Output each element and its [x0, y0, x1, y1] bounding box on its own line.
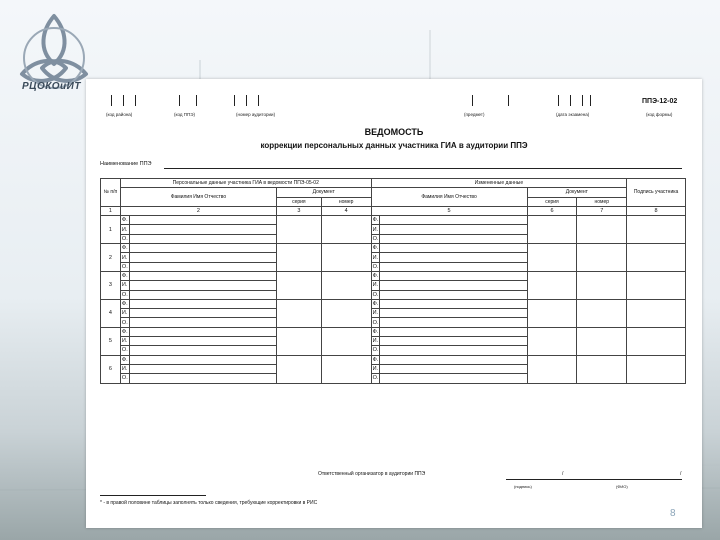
slash: / [562, 471, 564, 477]
signature-cell[interactable] [627, 327, 686, 355]
series-cell-right[interactable] [527, 299, 577, 327]
signature-cell[interactable] [627, 299, 686, 327]
number-header-left: номер [321, 197, 371, 206]
fio-cell-left[interactable] [129, 253, 276, 262]
fio-letter-left: И. [121, 310, 128, 317]
fio-letter-right: О. [372, 347, 379, 354]
code-label: (дата экзамена) [556, 112, 590, 117]
fio-letter-right: Ф. [372, 273, 379, 280]
fio-cell-left[interactable] [129, 318, 276, 327]
signature-caption: (подпись) [514, 484, 532, 489]
series-cell-right[interactable] [527, 216, 577, 244]
table-row [101, 271, 686, 280]
document-header-left: Документ [276, 188, 371, 197]
row-number: 4 [101, 299, 121, 327]
fio-cell-left[interactable] [129, 346, 276, 355]
fio-letter-left: Ф. [121, 328, 128, 335]
fio-letter-left: Ф. [121, 217, 128, 224]
fio-cell-right[interactable] [380, 281, 527, 290]
ppe-name-field [164, 168, 682, 169]
number-cell-left[interactable] [321, 327, 371, 355]
responsible-label: Ответственный организатор в аудитории ППЭ [318, 471, 426, 477]
series-cell-left[interactable] [276, 355, 321, 383]
series-header-left: серия [276, 197, 321, 206]
fio-letter-right: И. [372, 254, 379, 261]
number-header-right: номер [577, 197, 627, 206]
fio-cell-right[interactable] [380, 225, 527, 234]
fio-cell-right[interactable] [380, 318, 527, 327]
row-number: 6 [101, 355, 121, 383]
series-cell-right[interactable] [527, 271, 577, 299]
code-tick [111, 95, 112, 106]
code-tick [570, 95, 571, 106]
series-cell-left[interactable] [276, 271, 321, 299]
correction-table [100, 178, 686, 384]
fio-letter-left: И. [121, 366, 128, 373]
form-sheet [86, 79, 702, 528]
note-separator [100, 495, 206, 496]
fio-letter-left: Ф. [121, 245, 128, 252]
fio-cell-right[interactable] [380, 299, 527, 308]
fio-cell-right[interactable] [380, 262, 527, 271]
signature-cell[interactable] [627, 271, 686, 299]
col-index: 7 [577, 206, 627, 215]
number-cell-right[interactable] [577, 299, 627, 327]
fio-cell-right[interactable] [380, 327, 527, 336]
fio-letter-left: О. [121, 375, 128, 382]
fio-cell-left[interactable] [129, 364, 276, 373]
number-cell-right[interactable] [577, 355, 627, 383]
fio-letter-left: И. [121, 254, 128, 261]
row-number: 2 [101, 244, 121, 272]
fio-cell-right[interactable] [380, 253, 527, 262]
code-label: (код района) [106, 112, 133, 117]
fio-letter-left: О. [121, 347, 128, 354]
fio-letter-right: О. [372, 319, 379, 326]
code-tick [196, 95, 197, 106]
fio-cell-right[interactable] [380, 271, 527, 280]
fio-letter-right: И. [372, 226, 379, 233]
fio-letter-right: Ф. [372, 328, 379, 335]
fio-cell-left[interactable] [129, 225, 276, 234]
table-body [101, 216, 686, 383]
fio-cell-right[interactable] [380, 290, 527, 299]
fio-letter-right: И. [372, 282, 379, 289]
number-cell-left[interactable] [321, 244, 371, 272]
fio-letter-right: Ф. [372, 217, 379, 224]
series-header-right: серия [527, 197, 577, 206]
fio-letter-left: И. [121, 282, 128, 289]
footnote: * - в правой половине таблицы заполнять только сведения, требующие корректировки в РИС [100, 500, 318, 506]
logo-icon [14, 10, 94, 92]
fio-header-right: Фамилия Имя Отчество [371, 188, 527, 207]
row-number: 3 [101, 271, 121, 299]
col-index: 8 [627, 206, 686, 215]
fio-cell-left[interactable] [129, 374, 276, 383]
fio-letter-right: И. [372, 366, 379, 373]
row-number: 1 [101, 216, 121, 244]
number-cell-left[interactable] [321, 355, 371, 383]
col-number-header: № п/п [101, 179, 121, 207]
number-cell-right[interactable] [577, 327, 627, 355]
fio-cell-left[interactable] [129, 244, 276, 253]
number-cell-right[interactable] [577, 271, 627, 299]
fio-cell-left[interactable] [129, 262, 276, 271]
series-cell-left[interactable] [276, 216, 321, 244]
fio-cell-left[interactable] [129, 309, 276, 318]
fio-letter-right: И. [372, 338, 379, 345]
col-index: 2 [120, 206, 276, 215]
code-tick [582, 95, 583, 106]
code-tick [258, 95, 259, 106]
series-cell-right[interactable] [527, 355, 577, 383]
table-row [101, 355, 686, 364]
document-title: ВЕДОМОСТЬ [364, 127, 424, 137]
document-subtitle: коррекции персональных данных участника ГИА в аудитории ППЭ [260, 141, 528, 150]
page-number: 8 [670, 508, 676, 519]
fio-cell-right[interactable] [380, 346, 527, 355]
signature-cell[interactable] [627, 216, 686, 244]
code-label: (код ППЭ) [174, 112, 195, 117]
fio-cell-left[interactable] [129, 299, 276, 308]
fio-cell-left[interactable] [129, 327, 276, 336]
fio-letter-right: О. [372, 375, 379, 382]
table-row [101, 299, 686, 308]
code-label: (номер аудитории) [236, 112, 276, 117]
code-tick [508, 95, 509, 106]
series-cell-left[interactable] [276, 327, 321, 355]
fio-letter-left: О. [121, 319, 128, 326]
group-left-header: Персональные данные участника ГИА в ведомости ППЭ-05-02 [120, 179, 371, 188]
name-caption: (ФИО) [616, 484, 628, 489]
series-cell-right[interactable] [527, 244, 577, 272]
table-row [101, 216, 686, 225]
col-index: 6 [527, 206, 577, 215]
fio-cell-right[interactable] [380, 309, 527, 318]
fio-letter-right: Ф. [372, 301, 379, 307]
ppe-name-label: Наименование ППЭ [100, 161, 152, 167]
fio-cell-left[interactable] [129, 271, 276, 280]
fio-cell-right[interactable] [380, 244, 527, 253]
row-number: 5 [101, 327, 121, 355]
fio-letter-left: Ф. [121, 301, 128, 307]
series-cell-left[interactable] [276, 299, 321, 327]
col-index: 4 [321, 206, 371, 215]
fio-header-left: Фамилия Имя Отчество [120, 188, 276, 207]
fio-letter-left: Ф. [121, 356, 128, 363]
column-number-row [101, 206, 686, 215]
col-index: 5 [371, 206, 527, 215]
fio-letter-left: И. [121, 338, 128, 345]
signature-cell[interactable] [627, 244, 686, 272]
fio-letter-right: Ф. [372, 356, 379, 363]
document-header-right: Документ [527, 188, 627, 197]
code-tick [123, 95, 124, 106]
fio-cell-right[interactable] [380, 234, 527, 243]
fio-cell-right[interactable] [380, 355, 527, 364]
fio-letter-right: О. [372, 235, 379, 242]
fio-cell-right[interactable] [380, 374, 527, 383]
fio-letter-left: О. [121, 263, 128, 270]
fio-cell-left[interactable] [129, 290, 276, 299]
fio-cell-left[interactable] [129, 337, 276, 346]
fio-letter-right: О. [372, 263, 379, 270]
series-cell-left[interactable] [276, 244, 321, 272]
number-cell-left[interactable] [321, 216, 371, 244]
signature-header: Подпись участника [627, 179, 686, 207]
number-cell-left[interactable] [321, 299, 371, 327]
number-cell-left[interactable] [321, 271, 371, 299]
code-tick [234, 95, 235, 106]
fio-cell-right[interactable] [380, 216, 527, 225]
table-row [101, 244, 686, 253]
table-row [101, 327, 686, 336]
fio-letter-left: О. [121, 235, 128, 242]
number-cell-right[interactable] [577, 244, 627, 272]
fio-cell-right[interactable] [380, 364, 527, 373]
number-cell-right[interactable] [577, 216, 627, 244]
fio-cell-left[interactable] [129, 281, 276, 290]
fio-letter-right: И. [372, 310, 379, 317]
fio-cell-right[interactable] [380, 337, 527, 346]
code-tick [179, 95, 180, 106]
col-index: 1 [101, 206, 121, 215]
fio-letter-right: Ф. [372, 245, 379, 252]
signature-cell[interactable] [627, 355, 686, 383]
code-tick [590, 95, 591, 106]
code-label: (предмет) [464, 112, 485, 117]
group-right-header: Измененные данные [371, 179, 627, 188]
fio-letter-left: Ф. [121, 273, 128, 280]
series-cell-right[interactable] [527, 327, 577, 355]
fio-cell-left[interactable] [129, 355, 276, 364]
code-tick [246, 95, 247, 106]
code-tick [472, 95, 473, 106]
form-id: ППЭ-12-02 [642, 98, 678, 105]
fio-letter-right: О. [372, 291, 379, 298]
code-label: (код формы) [646, 112, 673, 117]
col-index: 3 [276, 206, 321, 215]
code-tick [558, 95, 559, 106]
logo-text: РЦОКОиИТ [22, 81, 81, 92]
slash: / [680, 471, 682, 477]
fio-letter-left: И. [121, 226, 128, 233]
code-tick [135, 95, 136, 106]
header-codes [86, 79, 702, 119]
fio-cell-left[interactable] [129, 234, 276, 243]
fio-letter-left: О. [121, 291, 128, 298]
fio-cell-left[interactable] [129, 216, 276, 225]
name-line [586, 479, 682, 480]
